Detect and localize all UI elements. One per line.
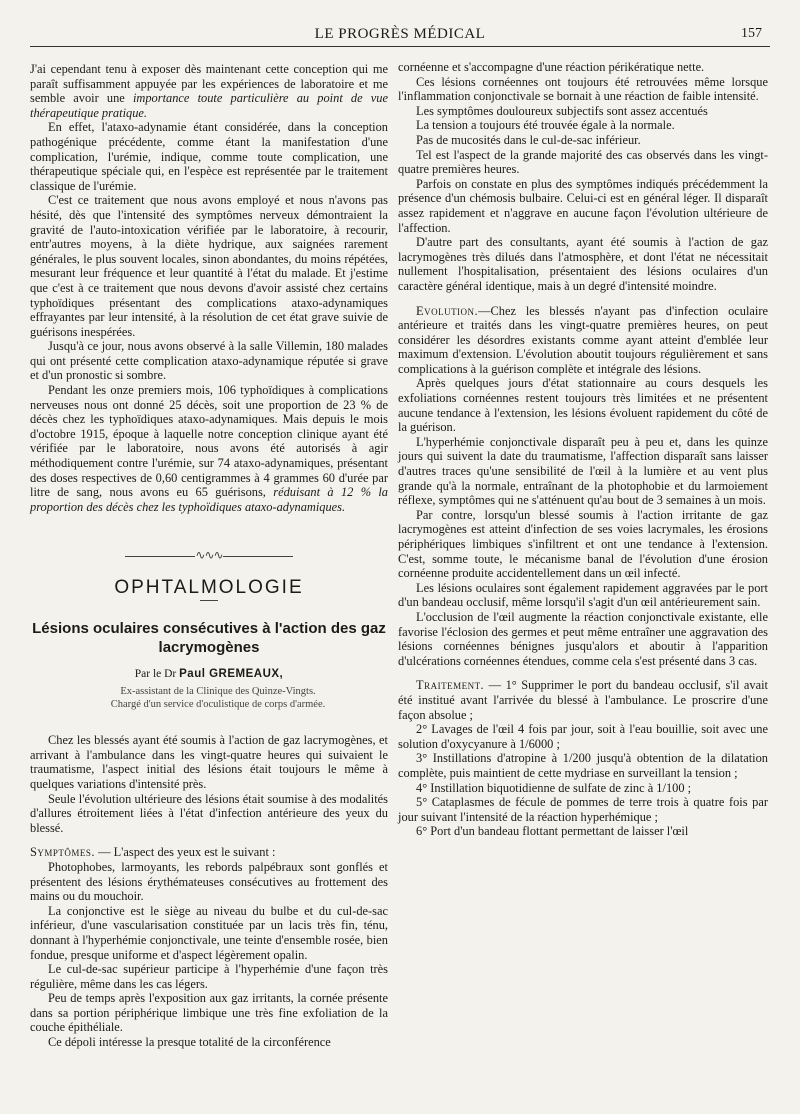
section-heading: OPHTALMOLOGIE <box>114 577 304 598</box>
paragraph-text: 3° Instillations d'atropine à 1/200 jusqu'à obtention de la dilatation complète, puis maintient de cette mydriase en surveillant la tension ; <box>398 751 768 780</box>
paragraph <box>398 133 768 148</box>
left-column <box>30 62 388 1050</box>
paragraph <box>30 193 388 339</box>
paragraph-text: Les lésions oculaires sont également rapidement aggravées par le port d'un bandeau occlusif, même lorsqu'il s'agit d'un œil antérieurement sain. <box>398 580 768 610</box>
paragraph <box>398 751 768 780</box>
paragraph <box>398 824 768 839</box>
divider-line-right <box>223 556 293 557</box>
paragraph <box>30 62 388 120</box>
paragraph-text: Pas de mucosités dans le cul-de-sac inférieur. <box>416 132 641 147</box>
paragraph <box>398 610 768 668</box>
paragraph-text: Chez les blessés ayant été soumis à l'action de gaz lacrymogènes, et arrivant à l'ambulance dans les vingt-quatre heures qui suivaient le traumatisme, l'aspect initial des lésions était toujours le même à quelques variations d'intensité près. <box>30 733 388 791</box>
paragraph <box>30 1035 388 1050</box>
paragraph-text: — 1° Supprimer le port du bandeau occlusif, s'il avait été institué avant l'arrivée du blessé à l'ambulance. Le proscrire d'une façon absolue ; <box>398 678 768 722</box>
article-title: Lésions oculaires consécutives à l'action des gaz lacrymogènes <box>32 619 386 656</box>
affiliation-1: Ex-assistant de la Clinique des Quinze-Vingts. <box>120 686 316 698</box>
paragraph <box>398 118 768 133</box>
paragraph-text: Peu de temps après l'exposition aux gaz irritants, la cornée présente dans sa portion périphérique limbique une très fine exfoliation de la couche épithéliale. <box>30 991 388 1035</box>
paragraph-text: Les symptômes douloureux subjectifs sont assez accentués <box>416 103 708 118</box>
paragraph <box>398 376 768 434</box>
paragraph-text: La conjonctive est le siège au niveau du bulbe et du cul-de-sac inférieur, d'une vascularisation constituée par un lacis très fin, ténu, donnant à l'hyperhémie conjonctivale, une teinte d'ensemble rosée, bien fondue, presque uniforme et d'aspect légèrement opalin. <box>30 903 388 962</box>
paragraph <box>30 845 388 860</box>
paragraph-italic: importance toute particulière au point de vue thérapeutique pratique. <box>30 91 388 120</box>
paragraph-text: L'hyperhémie conjonctivale disparaît peu à peu et, dans les quinze jours qui suivent la date du traumatisme, l'affection disparaît sans laisser d'autres traces qu'une sensibilité de l'œil à la lumière et au vent plus grande qu'à la normale, entraînant de la photophobie et du larmoiement réflexe, symptômes qui ne s'atténuent qu'au bout de 3 semaines à un mois. <box>398 434 768 508</box>
paragraph <box>398 75 768 104</box>
paragraph <box>30 904 388 962</box>
paragraph <box>398 304 768 377</box>
right-paragraphs <box>398 60 768 839</box>
paragraph-text: —Chez les blessés n'ayant pas d'infection oculaire antérieure et traités dans les vingt-quatre premières heures, on peut considérer les désordres existants comme ayant atteint d'emblée leur maximum d'extension. L'évolution aboutit toujours régulièrement et sans complications à la guérison complète et intégrale des lésions. <box>398 303 768 376</box>
paragraph-text: 4° Instillation biquotidienne de sulfate de zinc à 1/100 ; <box>416 780 692 795</box>
paragraph-italic: réduisant à 12 % la proportion des décès chez les typhoïdiques ataxo-adynamiques. <box>30 485 389 514</box>
affiliations <box>30 685 388 711</box>
divider-line-left <box>125 556 195 557</box>
paragraph-text: Après quelques jours d'état stationnaire au cours desquels les exfoliations cornéennes restent toujours très limitées et ne présentent aucune tendance à l'extension, les lésions évoluent rapidement du côté de la guérison. <box>398 376 768 435</box>
affiliation-2: Chargé d'un service d'oculistique de corps d'armée. <box>110 699 326 711</box>
paragraph <box>398 781 768 796</box>
paragraph-text: 5° Cataplasmes de fécule de pommes de terre trois à quatre fois par jour suivant l'intensité de la réaction hyperhémique ; <box>398 795 768 824</box>
paragraph <box>398 104 768 119</box>
header-rule <box>30 46 770 47</box>
paragraph <box>30 120 388 193</box>
paragraph <box>30 962 388 991</box>
paragraph-text: D'autre part des consultants, ayant été soumis à l'action de gaz lacrymogènes très dilués dans l'atmosphère, et dont l'état ne nécessitait nullement l'hospitalisation, présentaient des lésions oculaires d'un caractère général identique, mais à un degré d'intensité moindre. <box>398 235 768 293</box>
paragraph-text: Photophobes, larmoyants, les rebords palpébraux sont gonflés et présentent des lésions érythémateuses consécutives au frottement des mains ou du mouchoir. <box>30 859 388 904</box>
divider-ornament: ∿∿∿ <box>195 548 223 563</box>
paragraph-text: Le cul-de-sac supérieur participe à l'hyperhémie d'une façon très régulière, même dans les cas légers. <box>30 962 388 991</box>
left-top-paragraphs <box>30 62 388 514</box>
paragraph-lead: Traitement. <box>416 678 485 693</box>
paragraph-text: 2° Lavages de l'œil 4 fois par jour, soit à l'eau bouillie, soit avec une solution d'oxycyanure à 1/6000 ; <box>398 722 768 751</box>
paragraph-text: Pendant les onze premiers mois, 106 typhoïdiques à complications nerveuses nous ont donné 25 décès, soit une proportion de 23 % de décès chez les typhoïdiques ataxo-adynamiques. Mais depuis le mois d'octobre 1915, époque à laquelle notre conception clinique ayant été vérifiée par le laboratoire, nous avons été autorisés à agir méthodiquement contre l'urémie, sur 74 ataxo-adynamiques, présentant des doses respectives de 0,60 centigrammes à 4 grammes 60 d'urée par litre de sang, nous avons eu 65 guérisons, <box>30 383 388 500</box>
paragraph <box>398 435 768 508</box>
paragraph <box>398 508 768 581</box>
paragraph <box>30 792 388 836</box>
paragraph-text: Seule l'évolution ultérieure des lésions était soumise à des modalités d'allures étroitement liées à l'état d'infection antérieure des yeux du blessé. <box>30 791 388 835</box>
paragraph-text: Parfois on constate en plus des symptômes indiqués précédemment la présence d'un chémosis bulbaire. Celui-ci est en général léger. Il disparaît assez rapidement et n'aggrave en aucune façon l'évolution ultérieure de l'affection. <box>398 176 768 235</box>
paragraph-text: En effet, l'ataxo-adynamie étant considérée, dans la conception pathogénique précédente, comme étant la manifestation d'une complication, l'urémie, indique, comme toute complication, une thérapeutique spéciale qui, en l'espèce est représentée par le traitement classique de l'urémie. <box>30 120 388 193</box>
paragraph <box>30 860 388 904</box>
paragraph-lead: Symptômes. <box>30 845 95 860</box>
paragraph <box>30 383 388 514</box>
paragraph <box>30 339 388 383</box>
journal-title: LE PROGRÈS MÉDICAL <box>314 26 486 42</box>
page-header <box>30 26 770 46</box>
paragraph-text: — L'aspect des yeux est le suivant : <box>95 845 276 860</box>
paragraph <box>398 581 768 610</box>
paragraph-text: Jusqu'à ce jour, nous avons observé à la salle Villemin, 180 malades qui ont présenté cette complication ataxo-adynamique réputée si grave et d'un pronostic si sombre. <box>30 339 388 383</box>
paragraph-text: L'occlusion de l'œil augmente la réaction conjonctivale existante, elle favorise l'éclosion des germes et peut même entraîner une aggravation des lésions cornéennes bénignes jusqu'alors et aboutir à l'apparition d'ulcérations cornéennes étendues, comme cela s'est présenté dans 3 cas. <box>398 609 768 668</box>
paragraph <box>398 60 768 75</box>
paragraph-text: Ces lésions cornéennes ont toujours été retrouvées même lorsque l'inflammation conjonctivale se bornait à une réaction de faible intensité. <box>398 74 768 104</box>
paragraph-lead: Evolution. <box>416 303 479 318</box>
paragraph <box>398 722 768 751</box>
paragraph <box>398 148 768 177</box>
paragraph-text: J'ai cependant tenu à exposer dès maintenant cette conception qui me paraît suffisamment appuyée par les expériences de laboratoire et me semble avoir une <box>30 62 388 106</box>
paragraph-text: La tension a toujours été trouvée égale à la normale. <box>416 118 675 133</box>
paragraph <box>398 678 768 722</box>
paragraph <box>398 235 768 293</box>
paragraph <box>30 991 388 1035</box>
page-number: 157 <box>741 26 762 41</box>
paragraph-text: 6° Port d'un bandeau flottant permettant de laisser l'œil <box>416 824 689 839</box>
paragraph <box>398 795 768 824</box>
paragraph <box>30 733 388 791</box>
paragraph <box>398 177 768 235</box>
author-name: Paul GREMEAUX, <box>179 667 284 680</box>
section-divider <box>30 548 388 563</box>
right-column <box>398 60 768 839</box>
left-bottom-paragraphs <box>30 733 388 1049</box>
paragraph-text: Ce dépoli intéresse la presque totalité de la circonférence <box>48 1035 331 1050</box>
paragraph-text: C'est ce traitement que nous avons employé et nous n'avons pas hésité, dès que l'intensité des symptômes nerveux démontraient la gravité de l'auto-intoxication vérifiée par le laboratoire, à recourir, entr'autres moyens, à la diète hydrique, aux saignées rarement générales, le plus souvent locales, sinon abondantes, du moins répétées, mesurant leur fréquence et leur quantité à l'état du malade. Et j'estime que c'est à ce traitement que nous devons d'avoir assisté chez certains typhoïdiques présentant des complications ataxo-adynamiques effrayantes par leur intensité, à la résolution de cet état grave suivie de guérisons inespérées. <box>30 193 388 339</box>
paragraph-text: cornéenne et s'accompagne d'une réaction périkératique nette. <box>398 60 705 74</box>
paragraph-text: Tel est l'aspect de la grande majorité des cas observés dans les vingt-quatre premières heures. <box>398 147 768 177</box>
author-line <box>30 667 388 682</box>
paragraph-text: Par contre, lorsqu'un blessé soumis à l'action irritante de gaz lacrymogènes est atteint d'infection de ses voies lacrymales, les érosions périphériques limbiques s'infiltrent et ont une tendance à l'extension. C'est, somme toute, le mécanisme banal de l'évolution d'une érosion cornéenne produite accidentellement dans un œil infecté. <box>398 507 768 581</box>
author-prefix: Par le Dr <box>134 667 177 680</box>
section-short-rule <box>200 600 218 601</box>
